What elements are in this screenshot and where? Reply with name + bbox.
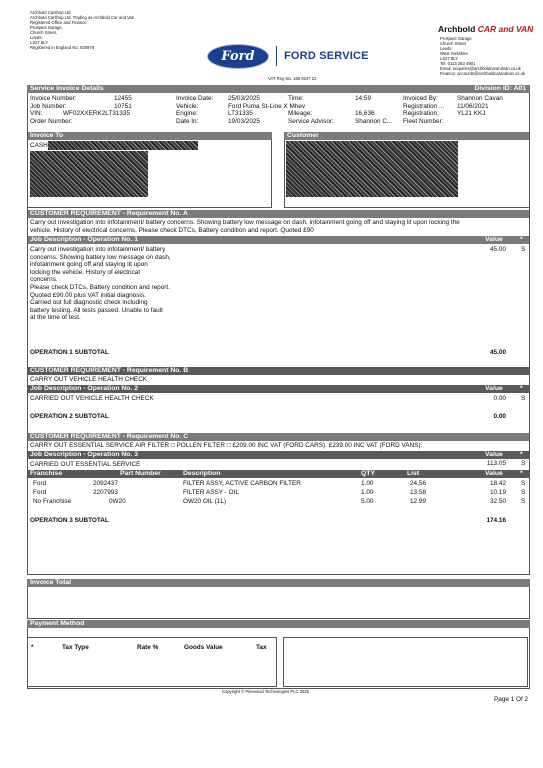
company-line: LS27 8LY bbox=[30, 40, 49, 45]
company-line: Leeds, bbox=[30, 35, 43, 40]
dealer-brand-right: CAR and VAN bbox=[477, 24, 534, 34]
label-vehicle: Vehicle: bbox=[176, 102, 199, 110]
invoice-total-bar bbox=[27, 579, 530, 587]
vin: WF02XXERK2LT31335 bbox=[63, 110, 131, 118]
ford-service-title: FORD SERVICE bbox=[284, 50, 369, 62]
requirement-c-text: CARRY OUT ESSENTIAL SERVICE AIR FILTER □ POLLEN FILTER □ £209.00 INC VAT (FORD CARS). £239.00 INC VAT (FORD VANS). bbox=[30, 442, 423, 449]
invoice-to-label: Invoice To bbox=[30, 132, 64, 139]
part-list: 24.56 bbox=[410, 480, 426, 487]
company-line: Archbold Carshop Ltd bbox=[30, 10, 71, 15]
label-registration: Registration: bbox=[403, 110, 439, 118]
invoiced-by: Shannon Cavan bbox=[457, 95, 503, 102]
label-mileage: Mileage: bbox=[288, 110, 313, 118]
requirement-b-title: CUSTOMER REQUIREMENT - Requirement No. B bbox=[30, 367, 189, 374]
dealer-line: Church Street bbox=[440, 41, 466, 46]
job-description-2-text: CARRIED OUT VEHICLE HEALTH CHECK bbox=[30, 395, 154, 402]
operation-1-subtotal-label: OPERATION 1 SUBTOTAL bbox=[30, 349, 109, 356]
dealer-line: LS27 8LY bbox=[440, 56, 459, 61]
part-list: 12.99 bbox=[410, 498, 426, 505]
label-vin: VIN: bbox=[30, 110, 43, 118]
part-franchise: Ford bbox=[33, 489, 47, 496]
label-invoice-date: Invoice Date: bbox=[176, 95, 214, 102]
payment-method-label: Payment Method bbox=[30, 620, 85, 627]
date-in: 19/03/2025 bbox=[228, 117, 260, 125]
copyright: Copyright © Pinewood Technologies PLC 2025 bbox=[222, 689, 310, 694]
job-description-1-bar: Job Description - Operation No. 1 Value * bbox=[27, 236, 530, 244]
label-invoiced-by: Invoiced By: bbox=[403, 95, 438, 102]
operation-2-code: S bbox=[521, 395, 526, 402]
tax-header-star: * bbox=[31, 644, 34, 651]
operation-2-subtotal: 0.00 bbox=[493, 413, 506, 420]
job-description-1-title: Job Description - Operation No. 1 bbox=[30, 236, 139, 243]
operation-1-code: S bbox=[521, 246, 526, 253]
requirement-a-title: CUSTOMER REQUIREMENT - Requirement No. A bbox=[30, 210, 188, 217]
job-description-3-title: Job Description - Operation No. 3 bbox=[30, 451, 139, 458]
job-line: Quoted £90.00 plus VAT initial diagnosis. bbox=[30, 291, 146, 299]
company-line: Archbold Carshop Ltd. Trading as Archbold Car and Van bbox=[30, 15, 135, 20]
part-code: S bbox=[521, 489, 526, 496]
vehicle: Ford Puma St-Line X Mhev bbox=[228, 102, 306, 110]
logo-divider bbox=[276, 46, 277, 66]
company-address bbox=[30, 10, 180, 50]
part-qty: 5.00 bbox=[361, 498, 374, 505]
label-order-number: Order Number: bbox=[30, 117, 73, 125]
job-number: 10751 bbox=[114, 102, 132, 110]
part-qty: 1.00 bbox=[361, 480, 374, 487]
vat-number: VAT Reg No. 166 8247 22 bbox=[268, 76, 317, 81]
value-header: Value bbox=[485, 236, 503, 243]
part-value: 10.19 bbox=[490, 489, 506, 496]
registration: YL21 KKJ bbox=[457, 110, 486, 118]
operation-3-subtotal-label: OPERATION 3 SUBTOTAL bbox=[30, 517, 109, 524]
part-franchise: No Franchise bbox=[33, 498, 72, 505]
operation-1-subtotal: 45.00 bbox=[490, 349, 506, 356]
invoice-total-box bbox=[27, 587, 530, 619]
part-description: FILTER ASSY - OIL bbox=[183, 489, 239, 496]
part-number: 2207993 bbox=[93, 489, 118, 496]
part-code: S bbox=[521, 498, 526, 505]
company-line: Church Street, bbox=[30, 30, 57, 35]
page-number: Page 1 Of 2 bbox=[494, 696, 529, 703]
parts-header-part-number: Part Number bbox=[120, 470, 161, 477]
job-line: concerns. Showing battery low message on dash, bbox=[30, 253, 171, 261]
parts-header-franchise: Franchise bbox=[30, 470, 63, 477]
job-description-2-bar: Job Description - Operation No. 2 Value * bbox=[27, 385, 530, 393]
part-franchise: Ford bbox=[33, 480, 47, 487]
service-invoice-details-bar bbox=[27, 85, 530, 93]
registration-date: 11/06/2021 bbox=[457, 102, 489, 110]
division-id: Division ID: A01 bbox=[474, 85, 526, 92]
tax-header-type: Tax Type bbox=[62, 644, 89, 651]
label-service-advisor: Service Advisor: bbox=[288, 117, 334, 125]
dealer-address bbox=[440, 36, 540, 76]
dealer-line: Leeds bbox=[440, 46, 452, 51]
label-engine: Engine: bbox=[176, 110, 198, 118]
tax-header-tax: Tax bbox=[256, 644, 267, 651]
tax-header-rate: Rate % bbox=[137, 644, 159, 651]
company-line: Registered in England No. 630978 bbox=[30, 45, 95, 50]
dealer-line: Email: enquiries@archboldcarandvan.co.uk bbox=[440, 66, 521, 71]
mileage: 16,636 bbox=[355, 110, 375, 118]
operation-2-subtotal-label: OPERATION 2 SUBTOTAL bbox=[30, 413, 109, 420]
part-code: S bbox=[521, 480, 526, 487]
dealer-brand bbox=[438, 24, 533, 34]
label-time: Time: bbox=[288, 95, 304, 102]
job-description-3-text: CARRIED OUT ESSENTIAL SERVICE bbox=[30, 461, 141, 468]
part-value: 32.50 bbox=[490, 498, 506, 505]
parts-table-header: Franchise Part Number Description QTY List Value * bbox=[27, 470, 530, 478]
company-line: Registered Office and Finance: bbox=[30, 20, 88, 25]
company-line: Prospect Garage, bbox=[30, 25, 63, 30]
value-header: Value bbox=[485, 385, 503, 392]
customer-label: Customer bbox=[287, 132, 319, 139]
operation-2-value: 0.00 bbox=[493, 395, 506, 402]
parts-header-list: List bbox=[407, 470, 420, 477]
payment-method-bar bbox=[27, 620, 530, 628]
requirement-c-title: CUSTOMER REQUIREMENT - Requirement No. C bbox=[30, 433, 189, 440]
job-line: locking the vehicle. History of electrical bbox=[30, 268, 140, 276]
label-invoice-number: Invoice Number: bbox=[30, 95, 77, 102]
job-description-3-bar: Job Description - Operation No. 3 Value * bbox=[27, 451, 530, 459]
invoice-number: 12455 bbox=[114, 95, 132, 102]
operation-3-code: S bbox=[521, 460, 526, 467]
operation-3-value: 113.05 bbox=[486, 460, 506, 467]
requirement-b-text: CARRY OUT VEHICLE HEALTH CHECK bbox=[30, 376, 148, 383]
invoice-to-first-line: CASH bbox=[30, 142, 48, 149]
part-description: FILTER ASSY, ACTIVE CARBON FILTER bbox=[183, 480, 301, 487]
engine: LT31335 bbox=[228, 110, 253, 118]
ford-logo bbox=[207, 44, 269, 69]
tax-header-goods-value: Goods Value bbox=[184, 644, 223, 651]
job-line: Please check DTCs, Battery condition and report. bbox=[30, 283, 170, 291]
requirement-a-line: vehicle. History of electrical concerns. Please check DTCs, Battery condition and report. Quoted £90 bbox=[30, 226, 314, 234]
invoice-date: 25/03/2025 bbox=[228, 95, 260, 102]
label-date-in: Date In: bbox=[176, 117, 199, 125]
part-number: 2092437 bbox=[93, 480, 118, 487]
dealer-line: Finance: accounts@archboldcarandvan.co.uk bbox=[440, 71, 526, 76]
dealer-line: Tel: 0113 253 4901 bbox=[440, 61, 476, 66]
operation-3-subtotal: 174.16 bbox=[486, 517, 506, 524]
main-content-frame bbox=[27, 93, 530, 575]
part-list: 13.58 bbox=[410, 489, 426, 496]
ford-logo-text: Ford bbox=[221, 49, 255, 64]
dealer-brand-left: Archbold bbox=[438, 24, 476, 34]
label-registration-date: Registration ... bbox=[403, 102, 445, 110]
time: 14:59 bbox=[355, 95, 371, 102]
job-line: battery testing. All tests passed. Unable to fault bbox=[30, 306, 163, 314]
operation-1-value: 45.00 bbox=[490, 246, 506, 253]
job-line: at the time of test. bbox=[30, 314, 81, 322]
requirement-a-line: Carry out investigation into infotainment/ battery concerns. Showing battery low message on dash, infotainment going off and staying lit upon locking the bbox=[30, 219, 460, 226]
part-description: OW20 OIL (1L) bbox=[183, 498, 227, 505]
job-line: Carry out investigation into infotainment/ battery bbox=[30, 246, 166, 253]
parts-header-description: Description bbox=[183, 470, 221, 477]
parts-header-qty: QTY bbox=[361, 470, 375, 477]
dealer-line: West Yorkshire bbox=[440, 51, 468, 56]
dealer-line: Prospect Garage bbox=[440, 36, 472, 41]
details-title: Service Invoice Details bbox=[30, 85, 104, 92]
job-line: concerns. bbox=[30, 276, 58, 284]
value-header: Value bbox=[485, 451, 503, 458]
job-line: infotainment going off and staying lit upon bbox=[30, 261, 148, 269]
job-description-2-title: Job Description - Operation No. 2 bbox=[30, 385, 139, 392]
label-fleet-number: Fleet Number: bbox=[403, 117, 444, 125]
service-advisor: Shannon C... bbox=[355, 117, 393, 125]
part-value: 18.42 bbox=[490, 480, 506, 487]
part-qty: 1.00 bbox=[361, 489, 374, 496]
tax-table-header bbox=[27, 644, 277, 653]
part-number: 0W20 bbox=[109, 498, 126, 505]
label-job-number: Job Number: bbox=[30, 102, 67, 110]
parts-header-value: Value bbox=[485, 470, 503, 477]
invoice-total-label: Invoice Total bbox=[30, 579, 72, 586]
payment-detail-box bbox=[283, 637, 528, 687]
job-line: Carried out full diagnostic check including bbox=[30, 299, 148, 307]
